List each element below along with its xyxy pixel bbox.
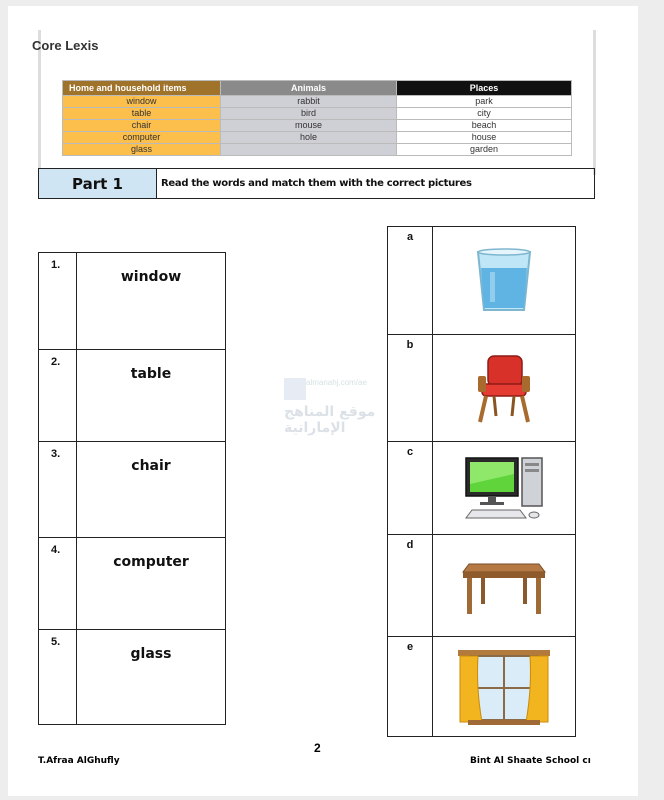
- part-label: Part 1: [39, 169, 157, 198]
- lexis-cell: mouse: [221, 120, 397, 132]
- picture-row: [388, 636, 575, 736]
- picture-row: [388, 534, 575, 636]
- picture-letter: d: [388, 535, 433, 636]
- picture-row: [388, 227, 575, 334]
- word-label: computer: [113, 554, 189, 570]
- footer-teacher: T.Afraa AlGhufly: [38, 756, 120, 766]
- word-row: [39, 537, 225, 629]
- words-table: [38, 252, 226, 725]
- lexis-cell: rabbit: [221, 96, 397, 108]
- lexis-cell: house: [397, 132, 572, 144]
- word-label: glass: [130, 646, 172, 662]
- lexis-cell: [221, 144, 397, 156]
- lexis-cell: hole: [221, 132, 397, 144]
- lexis-cell: park: [397, 96, 572, 108]
- footer-school: Bint Al Shaate School cı: [470, 756, 591, 766]
- word-number: 1.: [39, 253, 77, 349]
- core-lexis-table: [62, 80, 572, 156]
- lexis-cell: city: [397, 108, 572, 120]
- part-1-bar: [38, 168, 595, 199]
- word-number: 5.: [39, 630, 77, 724]
- table-icon: [459, 556, 549, 616]
- lexis-cell: window: [63, 96, 221, 108]
- word-row: [39, 441, 225, 537]
- lexis-cell: glass: [63, 144, 221, 156]
- picture-row: [388, 441, 575, 534]
- word-number: 4.: [39, 538, 77, 629]
- watermark-url: almanahj.com/ae: [306, 378, 367, 387]
- picture-letter: a: [388, 227, 433, 334]
- pictures-table: [387, 226, 576, 737]
- chair-icon: [474, 352, 534, 424]
- window-icon: [456, 648, 552, 726]
- computer-icon: [462, 454, 546, 522]
- lexis-cell: computer: [63, 132, 221, 144]
- watermark: [276, 374, 396, 434]
- glass-icon: [474, 246, 534, 316]
- word-number: 2.: [39, 350, 77, 441]
- lexis-row: [63, 120, 572, 132]
- picture-letter: c: [388, 442, 433, 534]
- lexis-cell: bird: [221, 108, 397, 120]
- word-row: [39, 349, 225, 441]
- lexis-header-row: [63, 81, 572, 96]
- page-number: 2: [314, 741, 321, 755]
- word-row: [39, 253, 225, 349]
- header-animals: Animals: [221, 81, 397, 96]
- worksheet-page: [8, 6, 638, 796]
- lexis-row: [63, 144, 572, 156]
- picture-letter: b: [388, 335, 433, 441]
- picture-row: [388, 334, 575, 441]
- word-row: [39, 629, 225, 724]
- lexis-cell: table: [63, 108, 221, 120]
- lexis-cell: chair: [63, 120, 221, 132]
- lexis-row: [63, 132, 572, 144]
- word-number: 3.: [39, 442, 77, 537]
- part-instruction: Read the words and match them with the correct pictures: [161, 178, 472, 189]
- lexis-cell: garden: [397, 144, 572, 156]
- core-lexis-title: Core Lexis: [32, 38, 99, 53]
- word-label: table: [130, 366, 172, 382]
- lexis-row: [63, 96, 572, 108]
- header-places: Places: [397, 81, 572, 96]
- lexis-cell: beach: [397, 120, 572, 132]
- watermark-arabic: موقع المناهج الإماراتية: [284, 404, 376, 436]
- word-label: window: [120, 269, 182, 285]
- lexis-row: [63, 108, 572, 120]
- header-home-items: Home and household items: [63, 81, 221, 96]
- picture-letter: e: [388, 637, 433, 736]
- word-label: chair: [131, 458, 171, 474]
